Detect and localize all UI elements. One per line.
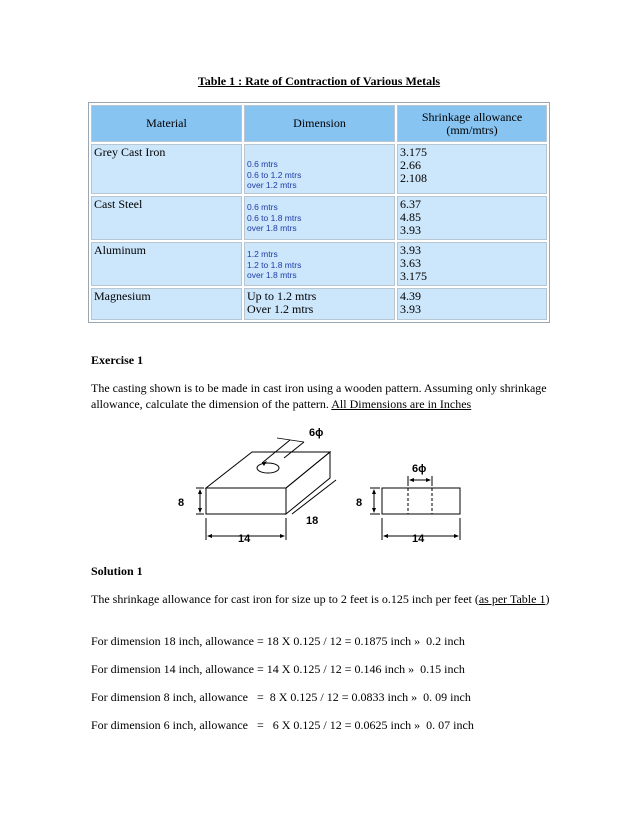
exercise-text bbox=[91, 380, 551, 412]
table-row bbox=[91, 288, 547, 320]
shrinkage-value: 4.85 bbox=[400, 210, 421, 224]
block-side-face bbox=[286, 452, 330, 514]
solution-heading: Solution 1 bbox=[91, 564, 143, 578]
header-material: Material bbox=[91, 105, 242, 142]
shrinkage-value: 3.175 bbox=[400, 269, 427, 283]
dimension-line: Over 1.2 mtrs bbox=[247, 302, 314, 316]
dimension-cell bbox=[244, 196, 395, 240]
dimension-line: over 1.8 mtrs bbox=[247, 223, 297, 233]
shrinkage-value: 3.93 bbox=[400, 243, 421, 257]
height-label: 8 bbox=[178, 497, 185, 509]
dimension-cell bbox=[244, 144, 395, 194]
side-width-label: 14 bbox=[412, 533, 425, 545]
exercise-statement: The casting shown is to be made in cast iron using a wooden pattern. Assuming only shrinkage allowance, calculate the dimension of the pattern. bbox=[91, 381, 547, 411]
exercise-heading: Exercise 1 bbox=[91, 353, 144, 367]
allowance-line: For dimension 18 inch, allowance = 18 X 0.125 / 12 = 0.1875 inch » 0.2 inch bbox=[91, 634, 465, 648]
table-row bbox=[91, 242, 547, 286]
block-front-face bbox=[206, 488, 286, 514]
dimension-cell bbox=[244, 288, 395, 320]
allowance-line: For dimension 6 inch, allowance = 6 X 0.125 / 12 = 0.0625 inch » 0. 07 inch bbox=[91, 718, 474, 732]
material-cell: Aluminum bbox=[91, 242, 242, 286]
dimension-line: 0.6 to 1.8 mtrs bbox=[247, 212, 302, 223]
solution-intro-text: The shrinkage allowance for cast iron for size up to 2 feet is o.125 inch per feet ( bbox=[91, 592, 479, 606]
block-top-face bbox=[206, 452, 330, 488]
side-height-label: 8 bbox=[356, 497, 363, 509]
depth-label: 18 bbox=[306, 515, 319, 527]
dimension-line: 0.6 mtrs bbox=[247, 159, 278, 169]
dimension-line: over 1.2 mtrs bbox=[247, 180, 297, 190]
hole-label: 6ϕ bbox=[309, 427, 324, 439]
dimension-line: 1.2 to 1.8 mtrs bbox=[247, 259, 302, 270]
table-reference: as per Table 1 bbox=[478, 592, 546, 606]
header-shrinkage: Shrinkage allowance (mm/mtrs) bbox=[397, 105, 547, 142]
shrinkage-value: 2.66 bbox=[400, 158, 421, 172]
material-cell: Cast Steel bbox=[91, 196, 242, 240]
hole-ellipse bbox=[257, 463, 279, 473]
shrinkage-value: 4.39 bbox=[400, 289, 421, 303]
shrinkage-cell bbox=[397, 144, 547, 194]
dimension-line: Up to 1.2 mtrs bbox=[247, 289, 317, 303]
table-title: Table 1 : Rate of Contraction of Various Metals bbox=[197, 74, 441, 88]
shrinkage-value: 3.93 bbox=[400, 223, 421, 237]
side-hole-label: 6ϕ bbox=[412, 463, 427, 475]
solution-intro bbox=[91, 591, 551, 607]
shrinkage-value: 6.37 bbox=[400, 197, 421, 211]
dimension-line: 0.6 to 1.2 mtrs bbox=[247, 169, 302, 180]
header-dimension: Dimension bbox=[244, 105, 395, 142]
shrinkage-value: 3.93 bbox=[400, 302, 421, 316]
casting-figure bbox=[160, 418, 480, 548]
units-note: All Dimensions are in Inches bbox=[331, 397, 472, 411]
allowance-line: For dimension 14 inch, allowance = 14 X 0.125 / 12 = 0.146 inch » 0.15 inch bbox=[91, 662, 465, 676]
material-cell: Grey Cast Iron bbox=[91, 144, 242, 194]
shrinkage-cell bbox=[397, 288, 547, 320]
material-cell: Magnesium bbox=[91, 288, 242, 320]
table-header-row bbox=[91, 105, 547, 142]
solution-intro-end: ) bbox=[545, 592, 550, 606]
width-label: 14 bbox=[238, 533, 251, 545]
shrinkage-value: 2.108 bbox=[400, 171, 427, 185]
shrinkage-cell bbox=[397, 196, 547, 240]
allowance-line: For dimension 8 inch, allowance = 8 X 0.125 / 12 = 0.0833 inch » 0. 09 inch bbox=[91, 690, 471, 704]
dimension-cell bbox=[244, 242, 395, 286]
shrinkage-value: 3.175 bbox=[400, 145, 427, 159]
shrinkage-value: 3.63 bbox=[400, 256, 421, 270]
shrinkage-cell bbox=[397, 242, 547, 286]
table-row bbox=[91, 196, 547, 240]
dimension-line: over 1.8 mtrs bbox=[247, 270, 297, 280]
side-view-rect bbox=[382, 488, 460, 514]
table-row bbox=[91, 144, 547, 194]
dimension-line: 0.6 mtrs bbox=[247, 202, 278, 212]
dimension-line: 1.2 mtrs bbox=[247, 249, 278, 259]
contraction-table bbox=[88, 102, 550, 323]
